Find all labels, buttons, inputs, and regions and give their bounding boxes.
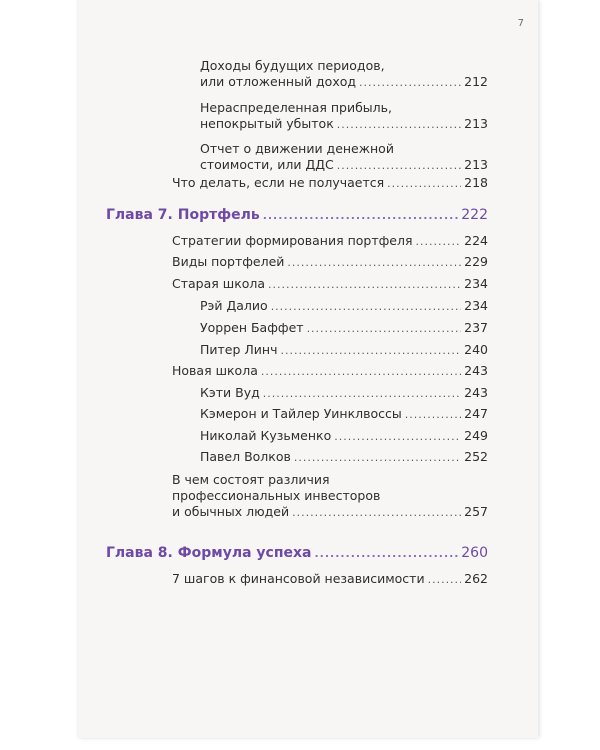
dot-leader xyxy=(337,117,461,133)
dot-leader xyxy=(263,386,461,402)
toc-entry xyxy=(200,428,488,445)
toc-entry-title: Стратегии формирования портфеля xyxy=(172,233,413,248)
toc-entry xyxy=(200,141,488,174)
dot-leader xyxy=(271,299,461,315)
toc-entry-title: Старая школа xyxy=(172,276,266,291)
toc-entry-title: Питер Линч xyxy=(200,342,278,357)
toc-entry-page: 237 xyxy=(464,320,488,335)
toc-entry-page: 213 xyxy=(464,157,488,172)
dot-leader xyxy=(287,255,461,271)
toc-entry xyxy=(172,276,488,293)
toc-entry-page: 260 xyxy=(461,545,488,561)
toc-entry-title: Отчет о движении денежной xyxy=(200,141,394,156)
toc-entry xyxy=(200,406,488,423)
toc-entry-title: или отложенный доход xyxy=(200,74,357,89)
toc-entry-title: непокрытый убыток xyxy=(200,116,334,131)
toc-entry-page: 243 xyxy=(464,363,488,378)
toc-entry-title: 7 шагов к финансовой независимости xyxy=(172,571,425,586)
toc-entry-page: 222 xyxy=(461,207,488,223)
toc-entry xyxy=(200,342,488,359)
toc-entry-page: 247 xyxy=(464,406,488,421)
toc-entry xyxy=(200,100,488,133)
toc-entry-page: 234 xyxy=(464,276,488,291)
toc-entry xyxy=(200,320,488,337)
dot-leader xyxy=(292,505,461,521)
dot-leader xyxy=(334,429,461,445)
toc-chapter-heading xyxy=(106,207,488,224)
toc-entry xyxy=(172,571,488,588)
book-page xyxy=(78,0,538,738)
page-number: 7 xyxy=(517,18,524,29)
dot-leader xyxy=(359,75,461,91)
toc-entry xyxy=(200,449,488,466)
dot-leader xyxy=(261,364,461,380)
toc-entry-title: Виды портфелей xyxy=(172,254,285,269)
toc-entry xyxy=(200,385,488,402)
toc-entry-page: 249 xyxy=(464,428,488,443)
dot-leader xyxy=(428,572,462,588)
toc-entry-page: 212 xyxy=(464,74,488,89)
toc-entry-title: стоимости, или ДДС xyxy=(200,157,334,172)
toc-entry xyxy=(200,58,488,91)
toc-entry xyxy=(172,254,488,271)
dot-leader xyxy=(405,407,461,423)
dot-leader xyxy=(387,176,461,192)
dot-leader xyxy=(268,277,461,293)
toc-chapter-heading xyxy=(106,545,488,562)
toc-entry-title: Доходы будущих периодов, xyxy=(200,58,385,73)
toc-entry-page: 243 xyxy=(464,385,488,400)
toc-entry xyxy=(172,472,488,521)
toc-chapter-title: Глава 8. Формула успеха xyxy=(106,545,312,561)
dot-leader xyxy=(314,546,458,562)
toc-entry-title: Уоррен Баффет xyxy=(200,320,304,335)
toc-entry xyxy=(172,363,488,380)
toc-entry-page: 262 xyxy=(464,571,488,586)
toc-entry xyxy=(172,233,488,250)
toc-entry-page: 224 xyxy=(464,233,488,248)
toc-entry-title: В чем состоят различия xyxy=(172,472,330,487)
toc-entry-title: Кэти Вуд xyxy=(200,385,260,400)
toc-chapter-title: Глава 7. Портфель xyxy=(106,207,260,223)
toc-entry-page: 218 xyxy=(464,175,488,190)
toc-entry-title: Нераспределенная прибыль, xyxy=(200,100,393,115)
toc-entry-title: Кэмерон и Тайлер Уинклвоссы xyxy=(200,406,402,421)
toc-entry-page: 240 xyxy=(464,342,488,357)
toc-entry xyxy=(172,175,488,192)
toc-entry-page: 257 xyxy=(464,504,488,519)
toc-entry-title: Павел Волков xyxy=(200,449,291,464)
toc-entry-page: 229 xyxy=(464,254,488,269)
toc-entry-title: Николай Кузьменко xyxy=(200,428,332,443)
toc-entry-page: 213 xyxy=(464,116,488,131)
table-of-contents xyxy=(78,0,538,738)
dot-leader xyxy=(416,234,462,250)
toc-entry-title: Что делать, если не получается xyxy=(172,175,385,190)
toc-entry-page: 234 xyxy=(464,298,488,313)
toc-entry-title: Рэй Далио xyxy=(200,298,268,313)
dot-leader xyxy=(294,450,461,466)
dot-leader xyxy=(280,343,461,359)
dot-leader xyxy=(307,321,462,337)
toc-entry xyxy=(200,298,488,315)
dot-leader xyxy=(337,158,461,174)
dot-leader xyxy=(263,208,459,224)
toc-entry-title: и обычных людей xyxy=(172,504,290,519)
toc-entry-title: профессиональных инвесторов xyxy=(172,488,381,503)
toc-entry-title: Новая школа xyxy=(172,363,258,378)
toc-entry-page: 252 xyxy=(464,449,488,464)
